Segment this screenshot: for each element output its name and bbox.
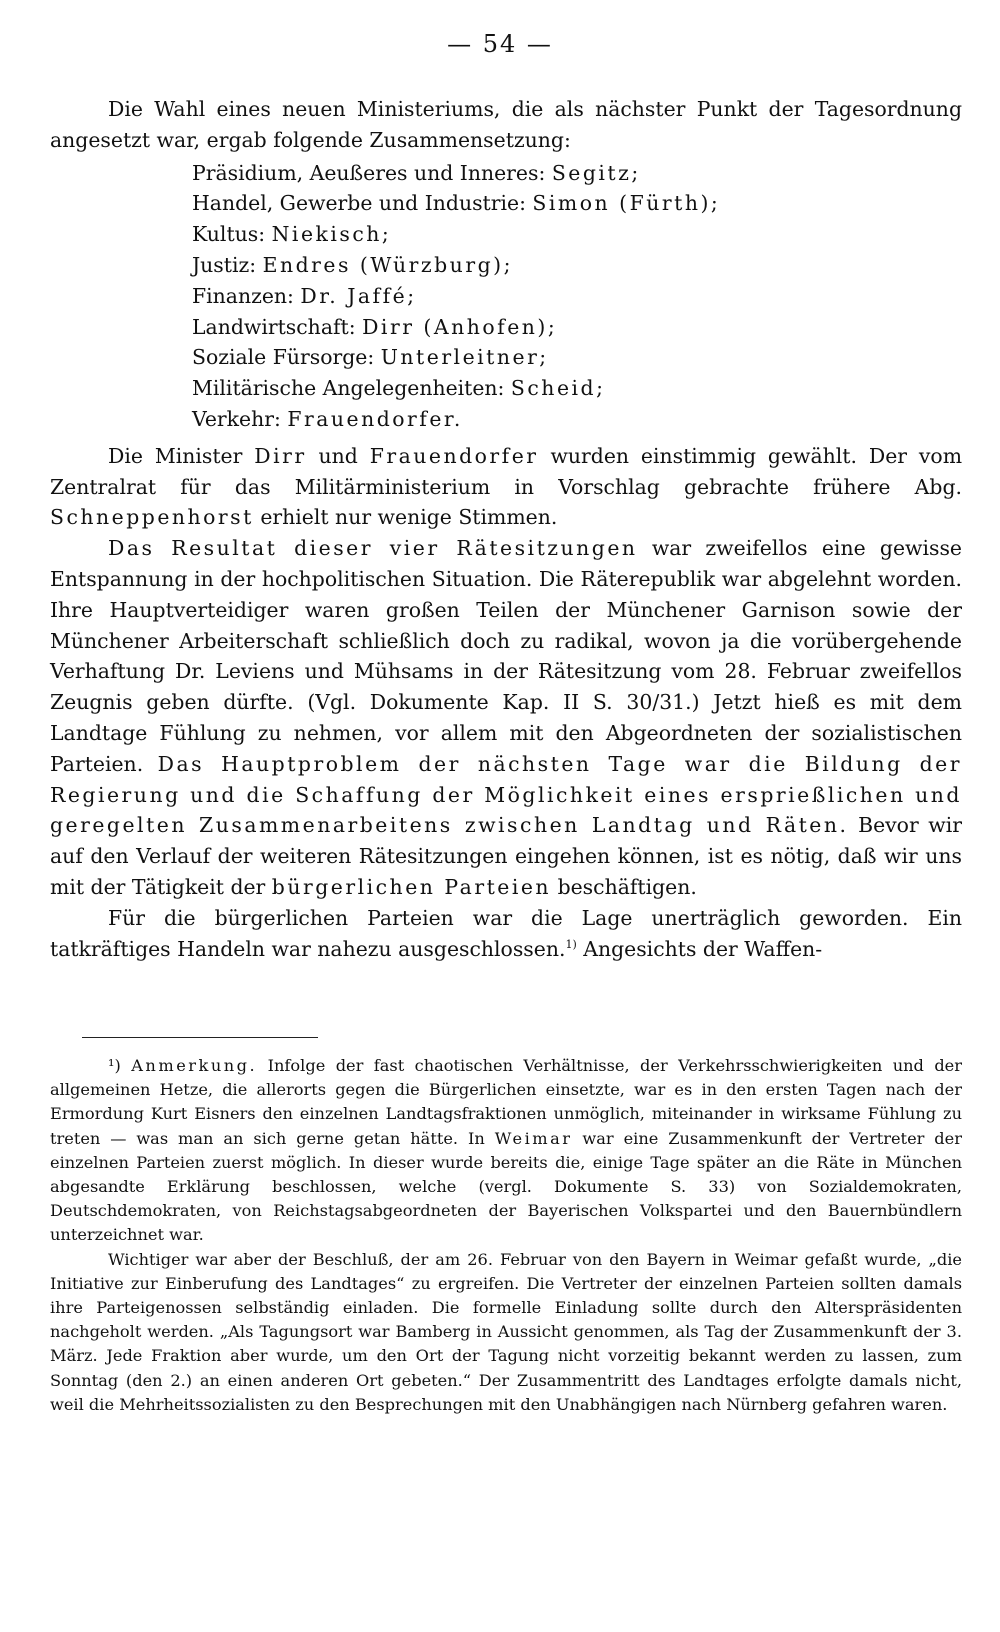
minister-portfolio: Militärische Angelegenheiten: [192,376,505,401]
footnote-section [50,1054,962,1417]
minister-name: Dirr [254,443,307,468]
minister-entry [192,250,962,281]
minister-entry [192,342,962,373]
minister-name: Frauendorfer. [287,406,463,431]
place-name: Weimar [494,1128,573,1148]
minister-name: Unterleitner; [380,345,549,370]
minister-entry [192,404,962,435]
minister-portfolio: Präsidium, Aeußeres und Inneres: [192,160,546,185]
minister-portfolio: Kultus: [192,222,266,247]
footnote-marker: ¹) [108,1056,121,1075]
main-text [50,94,962,964]
minister-entry [192,188,962,219]
minister-name: Endres (Würzburg); [262,252,513,277]
footnote-label: Anmerkung. [131,1056,258,1075]
text-run: war eine Zusammenkunft der Vertreter der einzelnen Parteien zuerst möglich. In dieser wurde bereits die, einige Tage später an die Räte in München abgesandte Erklärung beschlossen, welche (vergl. Dokumente S. 33) von Sozialdemokraten, Deutschdemokraten, von Reichstagsabgeordneten der Bayerischen Volkspartei und den Bauernbündlern unterzeichnet war. [50,1128,962,1245]
text-run: beschäftigen. [557,874,697,899]
minister-entry [192,281,962,312]
text-run: erhielt nur wenige Stimmen. [260,505,558,530]
emphasized-text: Das Hauptproblem der nächsten Tage war die Bildung der Regierung und die Schaffung der Möglichkeit eines ersprießlichen und geregelten Zusammenarbeitens zwischen Landtag und Räten. [50,751,962,838]
election-paragraph [50,441,962,533]
minister-name: Dr. Jaffé; [300,283,417,308]
text-run: wurden einstimmig gewählt. Der vom Zentralrat für das Militärministerium in Vorschlag gebrachte frühere Abg. [50,443,963,499]
text-run: Bevor wir auf den Verlauf der weiteren Rätesitzungen eingehen können, ist es nötig, daß wir uns mit der Tätigkeit der [50,813,962,899]
minister-entry [192,219,962,250]
text-run: und [318,443,358,468]
text-run: war zweifellos eine gewisse Entspannung in der hochpolitischen Situation. Die Räterepublik war abgelehnt worden. Ihre Hauptverteidiger waren großen Teilen der Münchener Garnison sowie der Münchener Arbeiterschaft schließlich doch zu radikal, wovon ja die vorübergehende Verhaftung Dr. Leviens und Mühsams in der Rätesitzung vom 28. Februar zweifellos Zeugnis geben dürfte. (Vgl. Dokumente Kap. II S. 30/31.) Jetzt hieß es mit dem Landtage Fühlung zu nehmen, vor allem mit den Abgeordneten der sozialistischen Parteien. [50,536,963,776]
result-paragraph [50,533,962,903]
minister-portfolio: Verkehr: [192,406,281,431]
citizens-paragraph [50,903,962,965]
minister-portfolio: Finanzen: [192,283,294,308]
minister-entry [192,373,962,404]
minister-name: Scheid; [510,376,606,401]
text-run: Die Minister [108,443,243,468]
minister-portfolio: Justiz: [192,252,257,277]
minister-name: Dirr (Anhofen); [362,314,558,339]
emphasized-text: Das Resultat dieser vier Rätesitzungen [108,536,638,561]
minister-entry [192,312,962,343]
text-run: Infolge der fast chaotischen Verhältnisse, der Verkehrsschwierigkeiten und der allgemeinen Hetze, die allerorts gegen die Bürgerlichen einsetzte, war es in den ersten Tagen nach der Ermordung Kurt Eisners den einzelnen Landtagsfraktionen unmöglich, miteinander in wirksame Fühlung zu treten — was man an sich gerne getan hätte. In [50,1056,962,1148]
footnote-divider [82,1037,318,1038]
footnote-reference: 1) [565,937,577,951]
minister-name: Simon (Fürth); [532,191,721,216]
minister-name: Frauendorfer [369,443,539,468]
minister-portfolio: Handel, Gewerbe und Industrie: [192,191,526,216]
footnote-paragraph [50,1054,962,1248]
minister-entry [192,158,962,189]
page-number: — 54 — [447,30,553,58]
minister-portfolio: Soziale Fürsorge: [192,345,375,370]
emphasized-text: bürgerlichen Parteien [271,874,552,899]
minister-name: Niekisch; [271,222,392,247]
minister-portfolio: Landwirtschaft: [192,314,356,339]
footnote-paragraph: Wichtiger war aber der Beschluß, der am 26. Februar von den Bayern in Weimar gefaßt wurde, „die Initiative zur Einberufung des Landtages“ zu ergreifen. Die Vertreter der einzelnen Parteien sollten damals ihre Parteigenossen selbständig einladen. Die formelle Einladung sollte durch den Alterspräsidenten nachgeholt werden. „Als Tagungsort war Bamberg in Aussicht genommen, als Tag der Zusammenkunft der 3. März. Jede Fraktion aber wurde, um den Ort der Tagung nicht vorzeitig bekannt werden zu lassen, zum Sonntag (den 2.) an einen anderen Ort gebeten.“ Der Zusammentritt des Landtages erfolgte damals nicht, weil die Mehrheitssozialisten zu den Besprechungen mit den Unabhängigen nach Nürnberg gefahren waren. [50,1249,962,1414]
person-name: Schneppenhorst [50,505,254,530]
minister-name: Segitz; [551,160,641,185]
text-run: Für die bürgerlichen Parteien war die Lage unerträglich geworden. Ein tatkräftiges Handeln war nahezu ausgeschlossen. [50,905,962,961]
minister-list [192,158,962,435]
text-run: Angesichts der Waffen- [583,936,823,961]
intro-paragraph: Die Wahl eines neuen Ministeriums, die als nächster Punkt der Tagesordnung angesetzt war, ergab folgende Zusammensetzung: [50,97,962,152]
